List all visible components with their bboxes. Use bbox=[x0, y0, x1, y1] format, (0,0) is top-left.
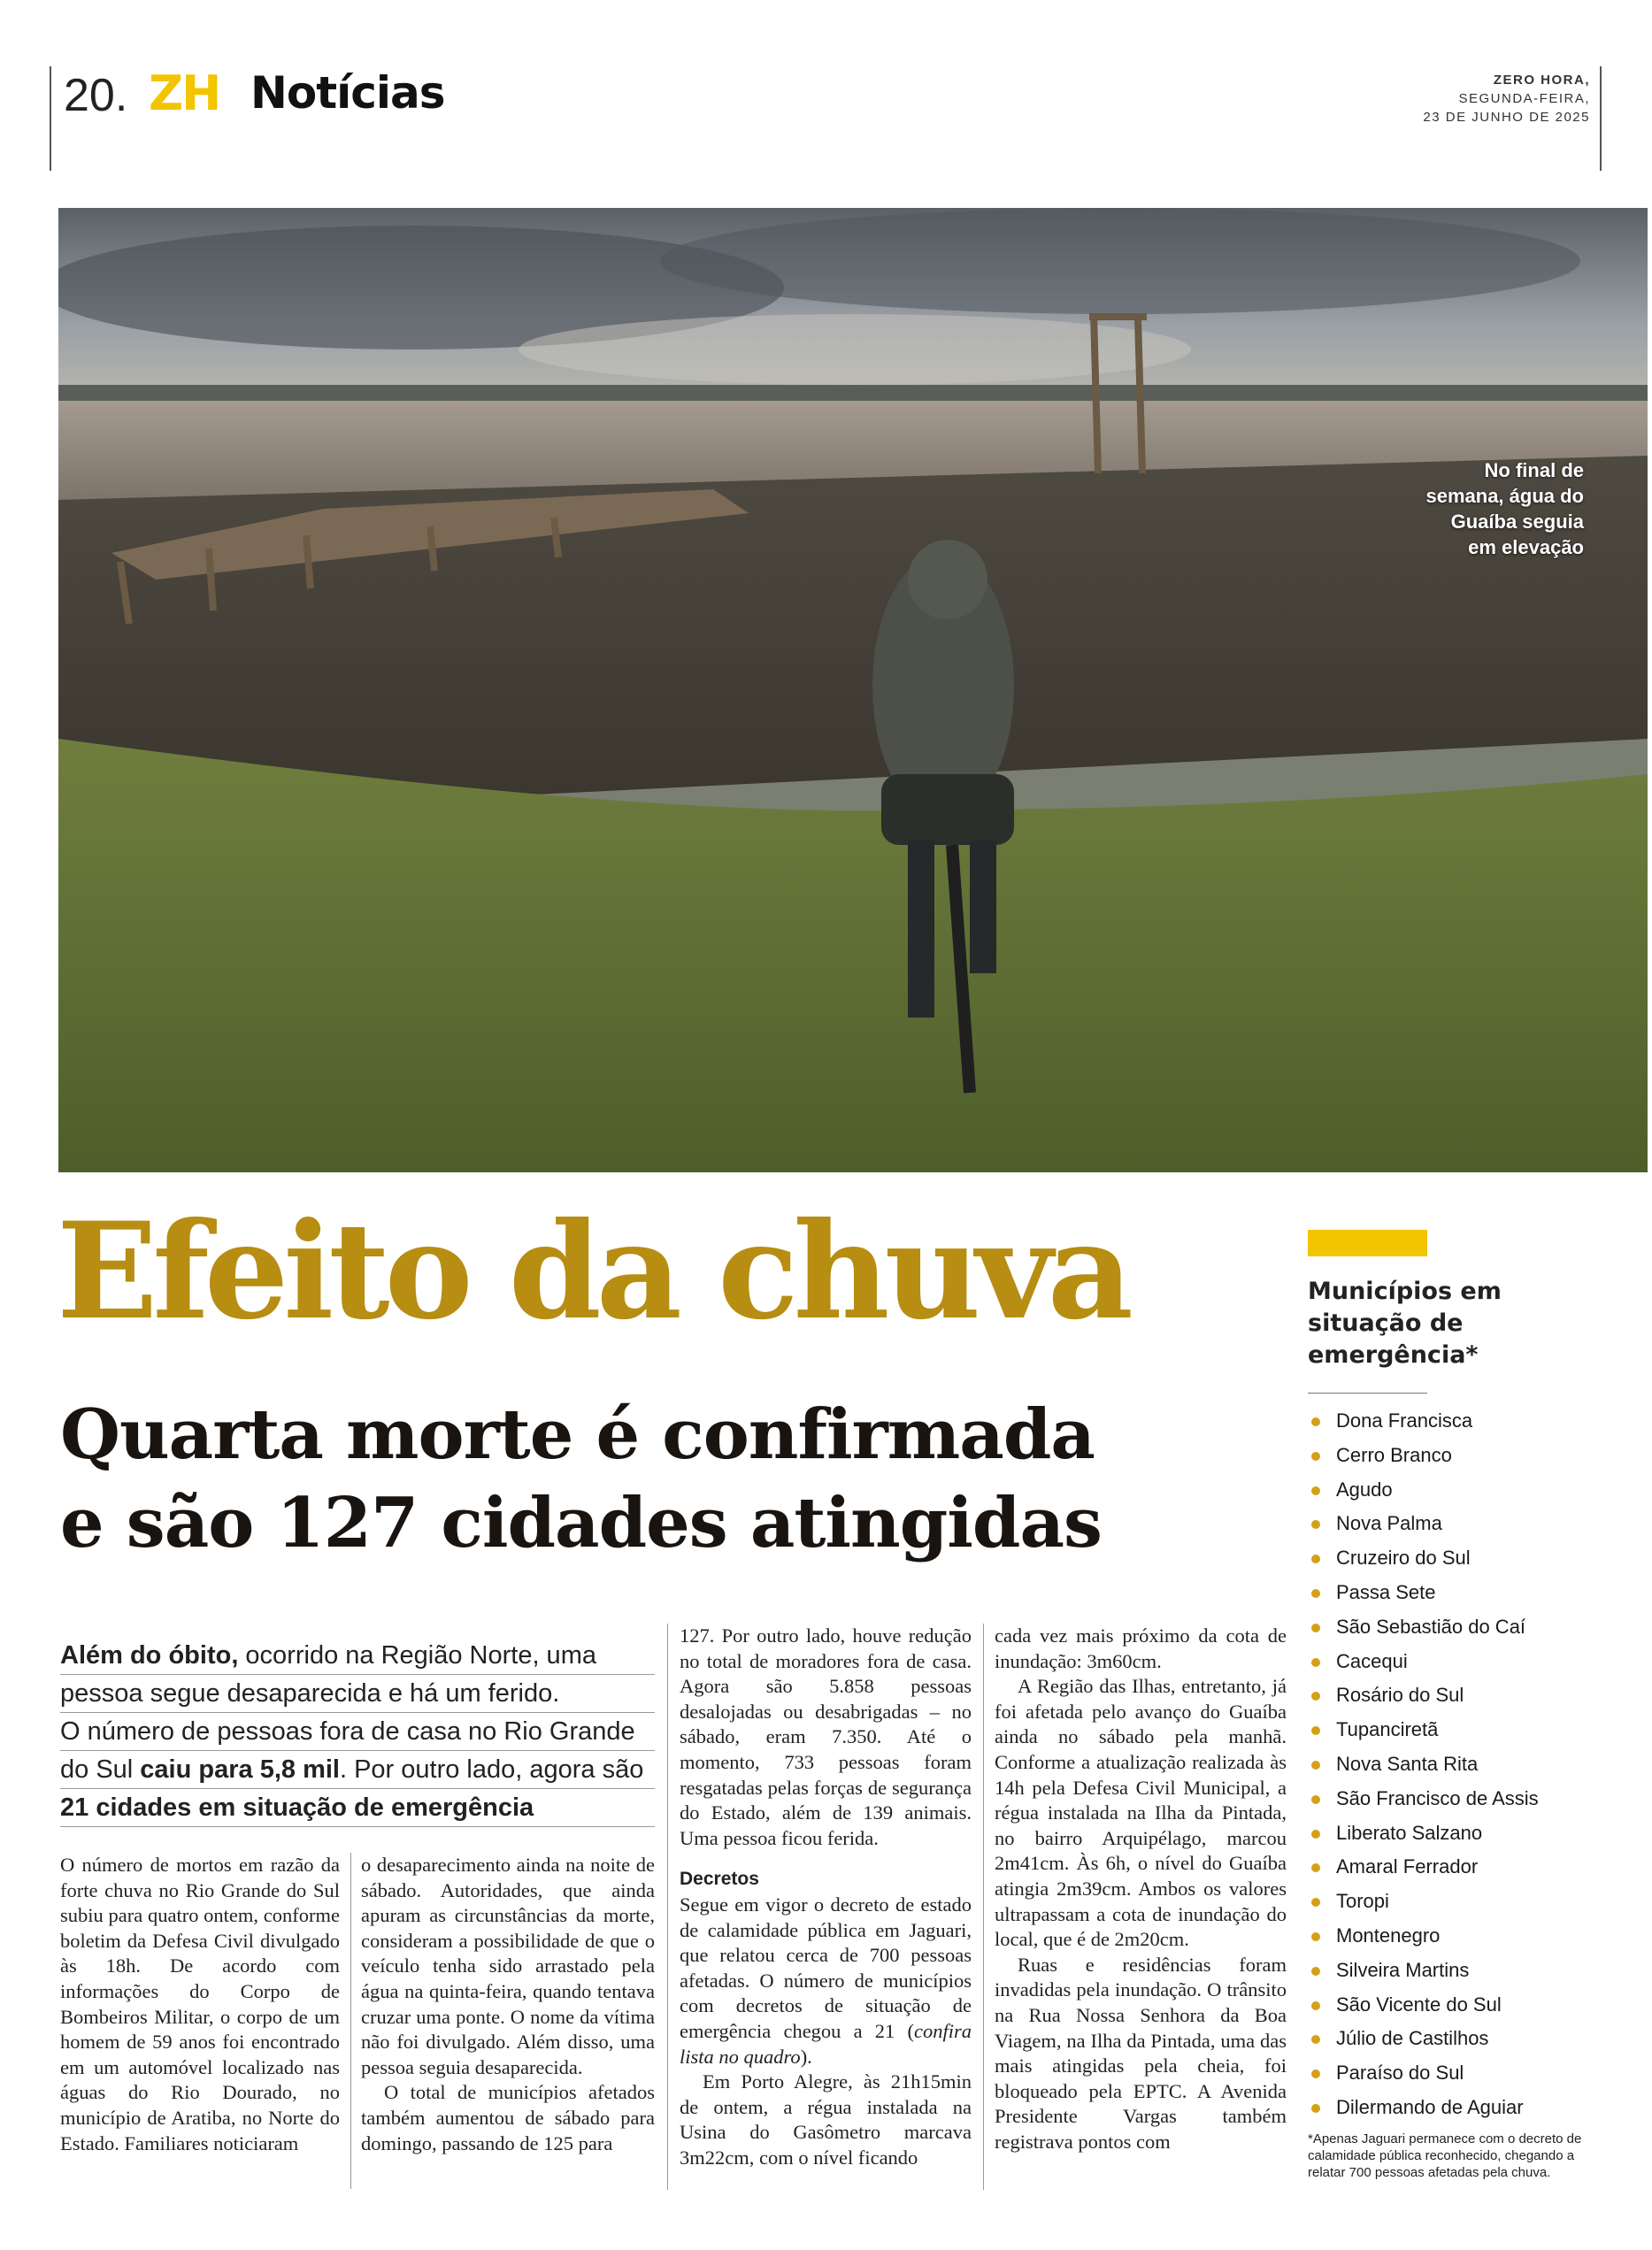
lead-photo bbox=[58, 208, 1648, 1172]
bullet-icon bbox=[1311, 1830, 1320, 1839]
municipality-name: Liberato Salzano bbox=[1336, 1821, 1483, 1844]
body-column-2 bbox=[361, 1853, 655, 2156]
list-item bbox=[1308, 1747, 1600, 1782]
bullet-icon bbox=[1311, 1624, 1320, 1632]
sidebar-title-line: Municípios em bbox=[1308, 1278, 1502, 1305]
bullet-icon bbox=[1311, 1898, 1320, 1907]
bullet-icon bbox=[1311, 1452, 1320, 1461]
lead-text: . Por outro lado, agora são bbox=[339, 1755, 644, 1784]
municipality-name: Passa Sete bbox=[1336, 1580, 1436, 1603]
weekday: SEGUNDA-FEIRA, bbox=[1458, 91, 1590, 106]
section-title: Notícias bbox=[250, 67, 445, 119]
bullet-icon bbox=[1311, 1761, 1320, 1770]
header-left-rule bbox=[50, 66, 51, 171]
column-divider bbox=[983, 1624, 984, 2190]
lead-text: ocorrido na Região Norte, uma bbox=[238, 1641, 596, 1670]
municipality-list bbox=[1308, 1404, 1600, 2125]
bullet-icon bbox=[1311, 1520, 1320, 1529]
dateline bbox=[1423, 71, 1590, 127]
list-item bbox=[1308, 1782, 1600, 1816]
bullet-icon bbox=[1311, 1795, 1320, 1804]
list-item bbox=[1308, 1678, 1600, 1713]
emergency-sidebar bbox=[1308, 1230, 1600, 2181]
lead-highlight: caiu para 5,8 mil bbox=[140, 1755, 340, 1784]
municipality-name: São Sebastião do Caí bbox=[1336, 1615, 1526, 1638]
list-item bbox=[1308, 1473, 1600, 1508]
bullet-icon bbox=[1311, 2104, 1320, 2113]
sidebar-footnote: *Apenas Jaguari permanece com o decreto de calamidade pública reconhecido, chegando a relatar 700 pessoas afetadas pela chuva. bbox=[1308, 2131, 1582, 2180]
list-item bbox=[1308, 1541, 1600, 1576]
bullet-icon bbox=[1311, 1692, 1320, 1701]
municipality-name: Montenegro bbox=[1336, 1924, 1441, 1947]
page-number: 20. bbox=[64, 70, 128, 121]
caption-line: em elevação bbox=[1468, 536, 1584, 558]
municipality-name: Silveira Martins bbox=[1336, 1958, 1470, 1981]
sidebar-title-line: situação de bbox=[1308, 1309, 1464, 1337]
lead-line bbox=[60, 1751, 655, 1789]
lead-highlight: Além do óbito, bbox=[60, 1641, 239, 1670]
list-item bbox=[1308, 1850, 1600, 1885]
list-item bbox=[1308, 1885, 1600, 1919]
bullet-icon bbox=[1311, 1967, 1320, 1976]
list-item bbox=[1308, 1919, 1600, 1954]
body-paragraph: Em Porto Alegre, às 21h15min de ontem, a régua instalada na Usina do Gasômetro marcava 3m22cm, com o nível ficando bbox=[680, 2070, 972, 2169]
header-right-rule bbox=[1600, 66, 1602, 171]
municipality-name: Cruzeiro do Sul bbox=[1336, 1547, 1471, 1570]
list-item bbox=[1308, 1404, 1600, 1439]
sidebar-separator bbox=[1308, 1393, 1427, 1394]
municipality-name: Cacequi bbox=[1336, 1649, 1408, 1672]
body-paragraph: Ruas e residências foram invadidas pela inundação. O trânsito na Rua Nossa Senhora da Boa Viagem, na Ilha da Pintada, uma das mais atingidas pela cheia, foi bloqueado pela EPTC. A Avenida Presidente Vargas também registrava pontos com bbox=[995, 1953, 1287, 2153]
column-divider bbox=[350, 1853, 351, 2189]
sidebar-accent-bar bbox=[1308, 1230, 1427, 1256]
bullet-icon bbox=[1311, 1932, 1320, 1941]
municipality-name: Nova Palma bbox=[1336, 1512, 1442, 1535]
caption-line: No final de bbox=[1484, 459, 1584, 481]
bullet-icon bbox=[1311, 1863, 1320, 1872]
bullet-icon bbox=[1311, 2070, 1320, 2078]
municipality-name: Dilermando de Aguiar bbox=[1336, 2095, 1524, 2118]
municipality-name: Agudo bbox=[1336, 1478, 1393, 1501]
body-column-3 bbox=[680, 1624, 972, 2170]
headline bbox=[60, 1391, 1237, 1568]
list-item bbox=[1308, 1988, 1600, 2023]
municipality-name: Cerro Branco bbox=[1336, 1443, 1452, 1466]
subheading: Decretos bbox=[680, 1869, 759, 1890]
body-column-1 bbox=[60, 1853, 340, 2156]
body-paragraph: A Região das Ilhas, entretanto, já foi afetada pelo avanço do Guaíba ainda no sábado pela manhã. Conforme a atualização realizada às 14h pela Defesa Civil Municipal, a régua instalada na Ilha da Pintada, no bairro Arquipélago, marcou 2m41cm. Às 6h, o nível do Guaíba atingia 2m39cm. Ambos os valores ultrapassam a cota de inundação do local, que é de 2m20cm. bbox=[995, 1675, 1287, 1951]
list-item bbox=[1308, 1576, 1600, 1610]
list-item bbox=[1308, 1954, 1600, 1988]
lakeshore-photo-illustration bbox=[58, 208, 1648, 1172]
municipality-name: Toropi bbox=[1336, 1890, 1389, 1913]
bullet-icon bbox=[1311, 2001, 1320, 2010]
list-item bbox=[1308, 1439, 1600, 1473]
body-paragraph: o desaparecimento ainda na noite de sábado. Autoridades, que ainda apuram as circunstâncias da morte, consideram a possibilidade de que o veículo tenha sido arrastado pela água na quinta-feira, quando tentava cruzar uma ponte. O nome da vítima não foi divulgado. Além disso, uma pessoa seguia desaparecida. bbox=[361, 1854, 655, 2078]
bullet-icon bbox=[1311, 1486, 1320, 1495]
bullet-icon bbox=[1311, 1589, 1320, 1598]
bullet-icon bbox=[1311, 1555, 1320, 1563]
municipality-name: Rosário do Sul bbox=[1336, 1684, 1464, 1707]
headline-line: e são 127 cidades atingidas bbox=[60, 1483, 1102, 1563]
municipality-name: Júlio de Castilhos bbox=[1336, 2027, 1489, 2050]
lead-text: do Sul bbox=[60, 1755, 141, 1784]
body-paragraph: 127. Por outro lado, houve redução no total de moradores fora de casa. Agora são 5.858 pessoas desalojadas ou desabrigadas – no sábado, eram 7.350. Até o momento, 733 pessoas foram resgatadas pelas forças de segurança do Estado, além de 139 animais. Uma pessoa ficou ferida. bbox=[680, 1624, 972, 1849]
lead-paragraph bbox=[60, 1637, 655, 1827]
municipality-name: São Francisco de Assis bbox=[1336, 1786, 1539, 1809]
list-item bbox=[1308, 2056, 1600, 2091]
list-item bbox=[1308, 1816, 1600, 1851]
lead-line: O número de pessoas fora de casa no Rio Grande bbox=[60, 1713, 655, 1751]
body-text: ). bbox=[800, 2045, 812, 2068]
list-item bbox=[1308, 1645, 1600, 1679]
municipality-name: Amaral Ferrador bbox=[1336, 1855, 1479, 1878]
bullet-icon bbox=[1311, 1417, 1320, 1426]
list-item bbox=[1308, 2022, 1600, 2056]
issue-date: 23 DE JUNHO DE 2025 bbox=[1423, 110, 1590, 125]
municipality-name: Nova Santa Rita bbox=[1336, 1752, 1479, 1775]
body-column-4 bbox=[995, 1624, 1287, 2154]
municipality-name: Paraíso do Sul bbox=[1336, 2062, 1464, 2085]
bullet-icon bbox=[1311, 1658, 1320, 1667]
municipality-name: Dona Francisca bbox=[1336, 1409, 1473, 1432]
body-paragraph bbox=[680, 1893, 972, 2070]
body-text: Segue em vigor o decreto de estado de calamidade pública em Jaguari, que relatou cerca de 700 pessoas afetadas. O número de municípios com decretos de situação de emergência chegou a 21 ( bbox=[680, 1893, 972, 2042]
sidebar-title-line: emergência* bbox=[1308, 1341, 1479, 1369]
lead-line: pessoa segue desaparecida e há um ferido. bbox=[60, 1675, 655, 1713]
lead-line bbox=[60, 1637, 655, 1675]
caption-line: semana, água do bbox=[1425, 485, 1584, 507]
list-item bbox=[1308, 1507, 1600, 1541]
caption-line: Guaíba seguia bbox=[1450, 511, 1584, 533]
zh-logo: ZH bbox=[149, 65, 220, 121]
kicker: Efeito da chuva bbox=[57, 1194, 1128, 1349]
list-item bbox=[1308, 1713, 1600, 1747]
bullet-icon bbox=[1311, 1726, 1320, 1735]
list-item bbox=[1308, 1610, 1600, 1645]
column-divider bbox=[667, 1624, 668, 2190]
body-paragraph: cada vez mais próximo da cota de inundação: 3m60cm. bbox=[995, 1624, 1287, 1672]
body-italic: confira lista no quadro bbox=[680, 2019, 972, 2068]
list-item bbox=[1308, 2091, 1600, 2125]
photo-caption bbox=[1425, 457, 1584, 560]
bullet-icon bbox=[1311, 2035, 1320, 2044]
body-paragraph: O total de municípios afetados também aumentou de sábado para domingo, passando de 125 para bbox=[361, 2081, 655, 2154]
lead-line: 21 cidades em situação de emergência bbox=[60, 1789, 655, 1827]
sidebar-title bbox=[1308, 1276, 1600, 1371]
headline-line: Quarta morte é confirmada bbox=[60, 1394, 1095, 1475]
newspaper-name: ZERO HORA, bbox=[1493, 73, 1590, 88]
body-paragraph: O número de mortos em razão da forte chuva no Rio Grande do Sul subiu para quatro ontem, conforme boletim da Defesa Civil divulgado às 18h. De acordo com informações do Corpo de Bombeiros Militar, o corpo de um homem de 59 anos foi encontrado em um automóvel localizado nas águas do Rio Dourado, no município de Aratiba, no Norte do Estado. Familiares noticiaram bbox=[60, 1854, 340, 2154]
municipality-name: São Vicente do Sul bbox=[1336, 1993, 1502, 2016]
municipality-name: Tupanciretã bbox=[1336, 1718, 1439, 1741]
